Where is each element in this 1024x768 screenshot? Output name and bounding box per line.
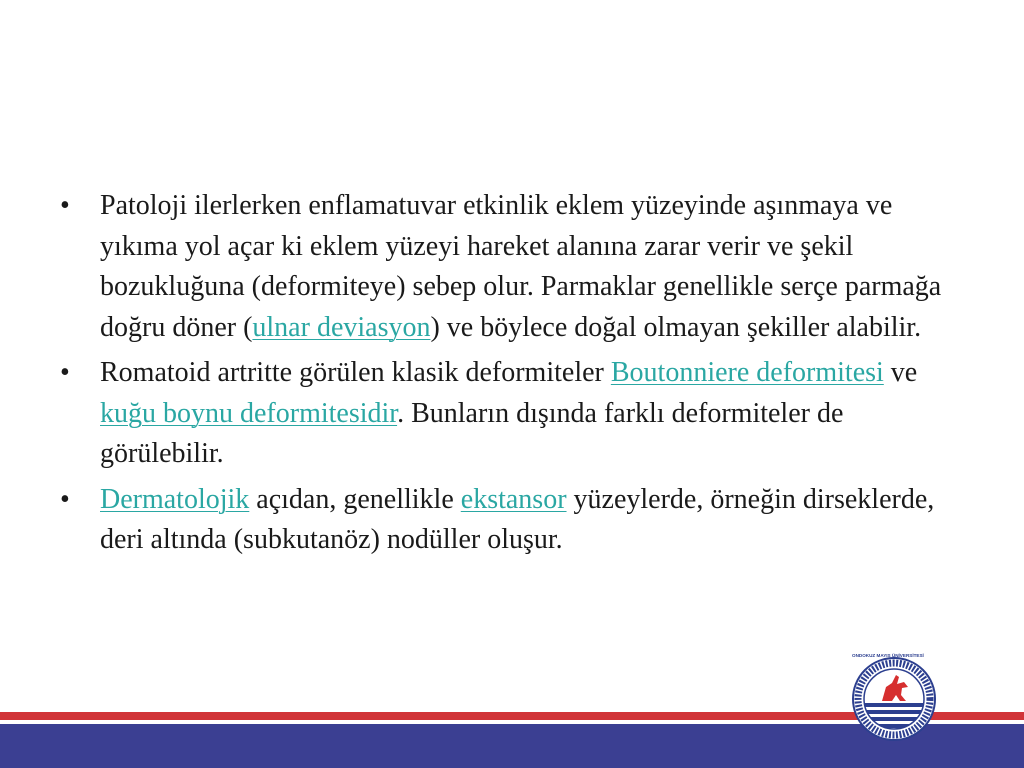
link-kugu-boynu-deformitesidir[interactable]: kuğu boynu deformitesidir <box>100 397 398 429</box>
bullet-list <box>60 186 960 561</box>
bullet-marker: • <box>60 483 70 515</box>
university-seal-icon <box>852 653 936 741</box>
text-segment: açıdan, genellikle <box>249 483 461 515</box>
link-dermatolojik[interactable]: Dermatolojik <box>100 483 250 515</box>
slide-content <box>60 186 960 566</box>
link-boutonniere-deformitesi[interactable]: Boutonniere deformitesi <box>610 357 884 388</box>
text-segment: Romatoid artritte görülen klasik deformiteler <box>100 357 611 388</box>
link-ekstansor[interactable]: ekstansor <box>460 483 567 515</box>
text-segment: Patoloji ilerlerken enflamatuvar etkinlik eklem yüzeyinde aşınmaya ve yıkıma yol açar ki eklem yüzeyi hareket alanına zarar verir ve şekil bozukluğuna (deformiteye) sebep olur. Parmaklar genellikle serçe parmağa doğru döner ( <box>100 190 942 343</box>
bullet-item <box>60 480 960 561</box>
bullet-item <box>60 353 960 475</box>
seal-lettering: ONDOKUZ MAYIS ÜNİVERSİTESİ <box>852 653 924 658</box>
text-segment: . Bunların dışında farklı deformiteler de görülebilir. <box>100 397 844 469</box>
text-segment: yüzeylerde, örneğin dirseklerde, deri altında (subkutanöz) nodüller oluşur. <box>100 483 935 555</box>
bullet-marker: • <box>60 357 70 388</box>
bullet-item <box>60 186 960 348</box>
text-segment: ve <box>883 357 918 388</box>
link-ulnar-deviasyon[interactable]: ulnar deviasyon <box>252 311 431 343</box>
text-segment: ) ve böylece doğal olmayan şekiller alabilir. <box>430 311 922 343</box>
bullet-marker: • <box>60 190 70 221</box>
